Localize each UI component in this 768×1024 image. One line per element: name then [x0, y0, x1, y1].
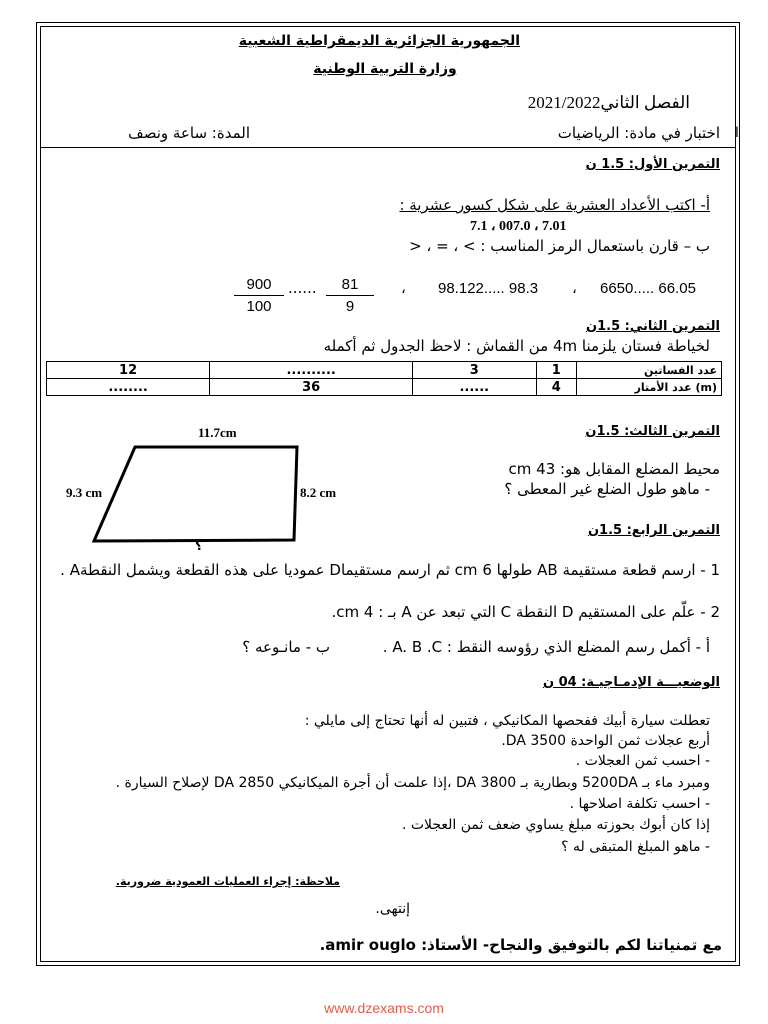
compare-item-2: 98.122..... 98.3	[438, 280, 539, 297]
ex4-line1: 1 - ارسم قطعة مستقيمة AB طولها 6 cm ثم ارسم مستقيماD عموديا على هذه القطعة ويشمل النقطةA .	[60, 561, 720, 579]
margin-mark: ا	[735, 125, 739, 141]
exam-subject: اختبار في مادة: الرياضيات	[557, 124, 720, 142]
situation-line: أربع عجلات ثمن الواحدة 3500 DA.	[501, 733, 710, 749]
semester-line: الفصل الثاني2021/2022	[527, 93, 690, 112]
situation-line: ومبرد ماء بـ 5200DA وبطارية بـ 3800 DA ،إذا علمت أن أجرة الميكانيكي 2850 DA لإصلاح السيارة .	[115, 775, 710, 791]
trapezoid-bottom-label: ؟	[195, 539, 203, 554]
exam-duration: المدة: ساعة ونصف	[128, 124, 250, 142]
ex4-line3b: ب - مانـوعه ؟	[242, 638, 330, 656]
compare-separator: ،	[401, 279, 406, 297]
fraction-bar	[234, 295, 284, 296]
table-row	[47, 379, 722, 396]
ex3-title: التمرين الثالث: 1.5ن	[585, 424, 720, 439]
footer-watermark: www.dzexams.com	[324, 1000, 444, 1016]
proportion-table	[46, 361, 722, 396]
situation-line: تعطلت سيارة أبيك ففحصها المكانيكي ، فتبين له أنها تحتاج إلى مايلي :	[304, 713, 710, 729]
fraction-numerator: 900	[246, 276, 272, 293]
ex4-line3a: أ - أكمل رسم المضلع الذي رؤوسه النقط : A. B .C .	[382, 638, 710, 656]
situation-title: الوضعيـــة الإدمـاجيـة: 04 ن	[542, 675, 720, 690]
table-cell: ........	[47, 379, 210, 396]
table-cell: 36	[210, 379, 413, 396]
ex4-line2: 2 - علّم على المستقيم D النقطة C التي تبعد عن A بـ : 4 cm.	[331, 603, 720, 621]
compare-item-1: 6650..... 66.05	[600, 280, 696, 297]
ex1-part-a: أ- اكتب الأعداد العشرية على شكل كسور عشرية :	[399, 196, 710, 214]
situation-line: - احسب تكلفة اصلاحها .	[569, 796, 710, 812]
compare-separator: ،	[572, 279, 577, 297]
fraction-900-100	[234, 276, 284, 315]
table-cell: 1	[536, 362, 576, 379]
table-cell: ..........	[210, 362, 413, 379]
table-row-label: عدد الفساتين	[577, 362, 722, 379]
ex2-title: التمرين الثاني: 1.5ن	[586, 319, 720, 334]
table-cell: 12	[47, 362, 210, 379]
situation-line: إذا كان أبوك بحوزته مبلغ يساوي ضعف ثمن العجلات .	[401, 817, 710, 833]
ex2-statement: لخياطة فستان يلزمنا 4m من القماش : لاحظ الجدول ثم أكمله	[323, 337, 710, 355]
trapezoid-top-label: 11.7cm	[198, 425, 237, 440]
fraction-bar	[326, 295, 374, 296]
note: ملاحظة: إجراء العمليات العمودية ضرورية.	[115, 875, 340, 888]
ex1-decimal-values: 7.1 ، 007.0 ، 7.01	[470, 219, 567, 234]
ministry-title: وزارة التربية الوطنية	[313, 61, 457, 77]
ex4-title: التمرين الرابع: 1.5ن	[587, 523, 720, 538]
table-cell: ......	[413, 379, 536, 396]
republic-title: الجمهورية الجزائرية الديمقراطية الشعبية	[238, 33, 520, 49]
compare-dots: ......	[288, 279, 317, 297]
header-rule	[40, 147, 736, 148]
closing-line: مع تمنياتنا لكم بالتوفيق والنجاح- الأستاذ: amir ouglo.	[319, 936, 722, 954]
trapezoid-shape	[94, 447, 297, 541]
ex1-title: التمرين الأول: 1.5 ن	[585, 157, 720, 172]
table-cell: 4	[536, 379, 576, 396]
ex3-line2: - ماهو طول الضلع غير المعطى ؟	[504, 480, 710, 498]
trapezoid-figure	[60, 440, 360, 560]
ex3-line1: محيط المضلع المقابل هو: 43 cm	[508, 460, 720, 478]
fraction-numerator: 81	[341, 276, 359, 293]
table-cell: 3	[413, 362, 536, 379]
fraction-denominator: 100	[246, 298, 272, 315]
situation-line: - ماهو المبلغ المتبقى له ؟	[561, 839, 710, 855]
trapezoid-left-label: 9.3 cm	[66, 485, 103, 500]
table-row	[47, 362, 722, 379]
fraction-denominator: 9	[345, 298, 355, 315]
ex1-part-b: ب – قارن باستعمال الرمز المناسب : > ، = ، <	[409, 237, 710, 255]
table-row-label: عدد الأمتار (m)	[577, 379, 722, 396]
end-mark: إنتهى.	[375, 901, 410, 917]
situation-line: - احسب ثمن العجلات .	[575, 753, 710, 769]
trapezoid-right-label: 8.2 cm	[300, 485, 337, 500]
fraction-81-9	[326, 276, 374, 315]
